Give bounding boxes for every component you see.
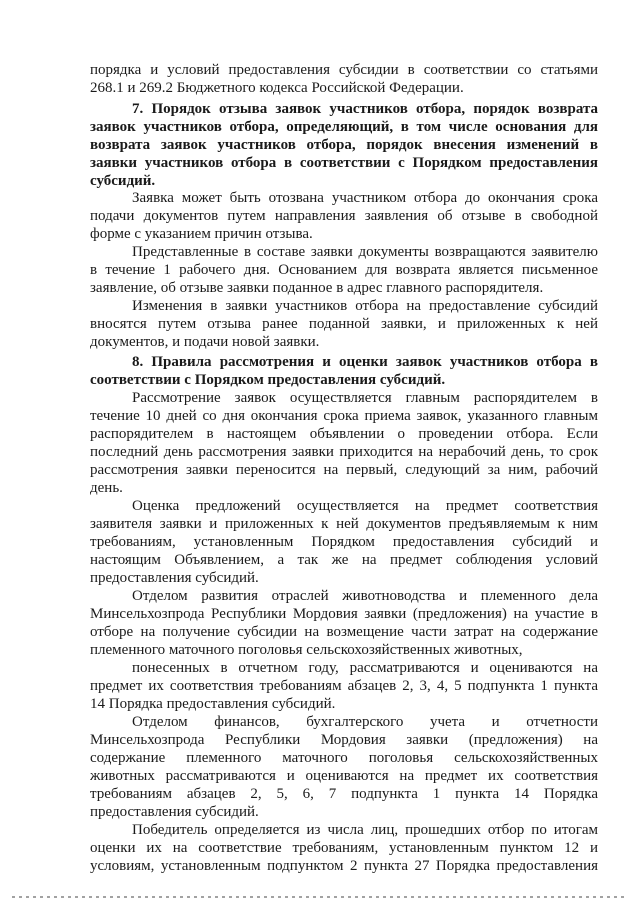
text-line: настоящим Объявлением, а так же на предмет соблюдения условий — [90, 552, 598, 568]
text-line: Заявка может быть отозвана участником отбора до окончания срока — [132, 190, 598, 206]
text-line: оценки их на соответствие требованиям, установленным пунктом 12 и — [90, 840, 598, 856]
text-line: документов, и подачи новой заявки. — [90, 334, 320, 350]
section-heading: заявки участников отбора в соответствии с Порядком предоставления — [90, 155, 598, 171]
text-line: в течение 1 рабочего дня. Основанием для возврата является письменное — [90, 262, 598, 278]
text-line: вносятся путем отзыва ранее поданной заявки, и приложенных к ней — [90, 316, 598, 332]
text-line: животных рассматриваются и оцениваются на предмет их соответствия — [90, 768, 598, 784]
section-heading: 8. Правила рассмотрения и оценки заявок участников отбора в — [132, 354, 598, 370]
text-line: Минсельхозпрода Республики Мордовия заявки (предложения) на участие в — [90, 606, 598, 622]
text-line: условиям, установленным подпунктом 2 пункта 27 Порядка предоставления — [90, 858, 598, 874]
text-line: течение 10 дней со дня окончания срока приема заявок, указанного главным — [90, 408, 598, 424]
text-line: Рассмотрение заявок осуществляется главным распорядителем в — [132, 390, 598, 406]
text-line: требованиям абзацев 2, 5, 6, 7 подпункта 1 пункта 14 Порядка — [90, 786, 598, 802]
text-line: Оценка предложений осуществляется на предмет соответствия — [132, 498, 598, 514]
text-line: порядка и условий предоставления субсидии в соответствии со статьями — [90, 62, 598, 78]
text-line: Отделом развития отраслей животноводства и племенного дела — [132, 588, 598, 604]
text-line: Победитель определяется из числа лиц, прошедших отбор по итогам — [132, 822, 598, 838]
section-heading: 7. Порядок отзыва заявок участников отбора, порядок возврата — [132, 101, 598, 117]
text-line: 14 Порядка предоставления субсидий. — [90, 696, 336, 712]
text-line: Минсельхозпрода Республики Мордовия заявки (предложения) на — [90, 732, 598, 748]
text-line: 268.1 и 269.2 Бюджетного кодекса Российской Федерации. — [90, 80, 464, 96]
text-line: отборе на получение субсидии на возмещение части затрат на содержание — [90, 624, 598, 640]
section-heading: заявок участников отбора, определяющий, в том числе основания для — [90, 119, 598, 135]
text-line: последний день рассмотрения заявки приходится на нерабочий день, то срок — [90, 444, 598, 460]
text-line: Изменения в заявки участников отбора на предоставление субсидий — [132, 298, 598, 314]
text-line: заявителя заявки и приложенных к ней документов предъявляемым к ним — [90, 516, 598, 532]
text-line: Представленные в составе заявки документы возвращаются заявителю — [132, 244, 598, 260]
section-heading: соответствии с Порядком предоставления субсидий. — [90, 372, 446, 388]
text-line: предоставления субсидий. — [90, 570, 259, 586]
text-line: подачи документов путем направления заявления об отзыве в свободной — [90, 208, 598, 224]
text-line: предоставления субсидий. — [90, 804, 259, 820]
text-line: требованиям, установленным Порядком предоставления субсидий и — [90, 534, 598, 550]
text-line: понесенных в отчетном году, рассматриваются и оцениваются на — [132, 660, 598, 676]
section-heading: возврата заявок участников отбора, порядок внесения изменений в — [90, 137, 598, 153]
text-line: форме с указанием причин отзыва. — [90, 226, 313, 242]
text-line: распорядителем в настоящем объявлении о проведении отбора. Если — [90, 426, 598, 442]
text-line: содержание племенного маточного поголовья сельскохозяйственных — [90, 750, 598, 766]
text-line: рассмотрения заявки переносится на первый, следующий за ним, рабочий — [90, 462, 598, 478]
text-line: заявление, об отзыве заявки поданное в адрес главного распорядителя. — [90, 280, 544, 296]
text-line: племенного маточного поголовья сельскохозяйственных животных, — [90, 642, 523, 658]
text-line: день. — [90, 480, 123, 496]
scan-edge-divider — [12, 896, 628, 898]
text-line: предмет их соответствия требованиям абзацев 2, 3, 4, 5 подпункта 1 пункта — [90, 678, 598, 694]
text-line: Отделом финансов, бухгалтерского учета и отчетности — [132, 714, 598, 730]
section-heading: субсидий. — [90, 173, 156, 189]
